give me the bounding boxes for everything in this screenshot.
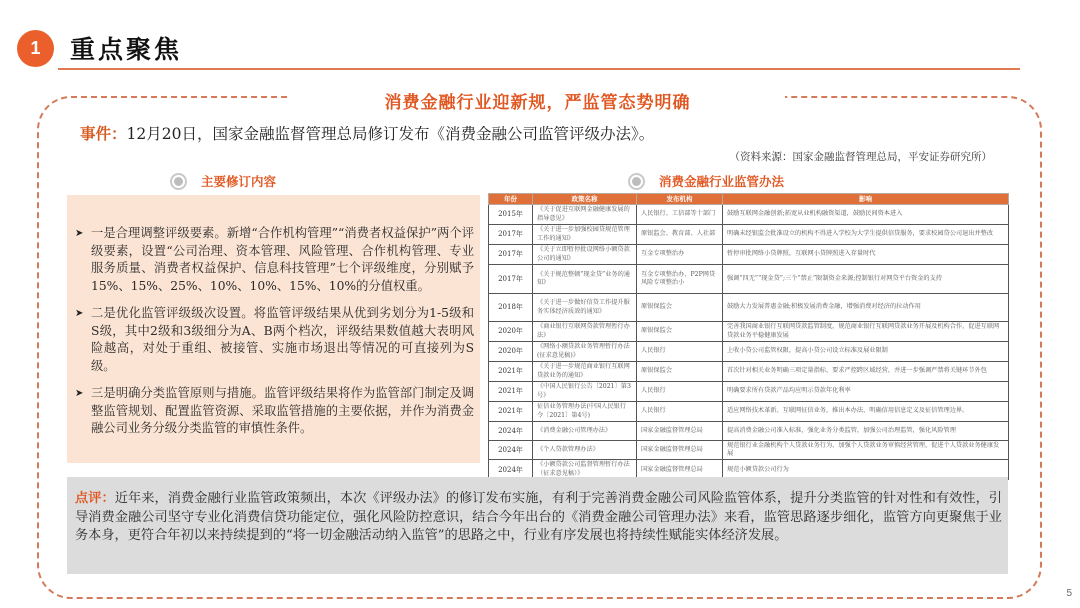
comment-panel	[67, 477, 1008, 574]
table-row	[489, 402, 1009, 422]
cell-impact: 提高消费金融公司准入标准，强化业务分类监管，加强公司治理监管，强化风险管理	[723, 422, 1009, 441]
cell-year: 2020年	[489, 322, 533, 342]
cell-policy: 《关于进一步做好信贷工作提升服务实体经济质效的通知》	[533, 294, 637, 322]
table-row	[489, 265, 1009, 294]
radio-bullet-icon	[170, 173, 187, 190]
source-note: （资料来源：国家金融监督管理总局，平安证券研究所）	[729, 151, 992, 163]
cell-year: 2021年	[489, 402, 533, 422]
cell-issuer: 国家金融监督管理总局	[637, 441, 723, 460]
arrow-bullet-icon: ➤	[75, 308, 84, 319]
table-row	[489, 362, 1009, 382]
cell-impact: 规范银行业金融机构个人贷款业务行为，加强个人贷款业务审慎经营管理，促进个人贷款业务健康发展	[723, 441, 1009, 460]
page-number: 5	[1066, 588, 1072, 599]
cell-impact: 强调“四无”“现金贷”;三个“禁止”限制资金来源;控制银行对网贷平台资金的支持	[723, 265, 1009, 294]
cell-policy: 《个人贷款管理办法》	[533, 441, 637, 460]
cell-impact: 明确要求所有贷款产品均应明示贷款年化利率	[723, 382, 1009, 402]
regulations-table	[488, 193, 1009, 480]
cell-year: 2020年	[489, 342, 533, 362]
frame-title: 消费金融行业迎新规，严监管态势明确	[384, 93, 691, 113]
cell-impact: 暂停审批网络小贷牌照，互联网小贷牌照进入存量时代	[723, 245, 1009, 265]
table-header-row	[489, 194, 1009, 205]
event-line	[80, 122, 654, 144]
cell-issuer: 人民银行	[637, 342, 723, 362]
cell-impact: 首次针对相关业务明确三项定量指标，要求严控跨区域经营，并进一步强调严禁将关键环节外包	[723, 362, 1009, 382]
revision-text: 三是明确分类监管原则与措施。监管评级结果将作为监管部门制定及调整监管规划、配置监管资源、采取监管措施的主要依据，并作为消费金融公司业务分级分类监管的审慎性条件。	[91, 386, 474, 435]
table-row	[489, 225, 1009, 245]
revision-text: 一是合理调整评级要素。新增“合作机构管理”“消费者权益保护”两个评级要素，设置“公司治理、资本管理、风险管理、合作机构管理、专业服务质量、消费者权益保护、信息科技管理”七个评级维度，分别赋予15%、15%、25%、10%、10%、15%、10%的分值权重。	[91, 226, 474, 293]
cell-year: 2018年	[489, 294, 533, 322]
arrow-bullet-icon: ➤	[75, 388, 84, 399]
cell-policy: 《关于进一步加强校园贷规范管理工作的通知》	[533, 225, 637, 245]
cell-year: 2017年	[489, 245, 533, 265]
cell-issuer: 国家金融监督管理总局	[637, 460, 723, 479]
regulations-heading	[628, 172, 784, 190]
cell-issuer: 国家金融监督管理总局	[637, 422, 723, 441]
cell-impact: 明确未经银监会批准设立的机构不得进入学校为大学生提供信贷服务，要求校园贷公司退出并整改	[723, 225, 1009, 245]
regulations-heading-label: 消费金融行业监管办法	[659, 174, 785, 189]
revision-bullet	[75, 305, 474, 375]
cell-issuer: 互金专项整治办、P2P网贷风险专项整治小	[637, 265, 723, 294]
table-row	[489, 441, 1009, 460]
event-label: 事件：	[80, 124, 127, 143]
cell-policy: 征信业务管理办法(中国人民银行令〔2021〕第4号)	[533, 402, 637, 422]
cell-year: 2017年	[489, 265, 533, 294]
cell-year: 2021年	[489, 362, 533, 382]
cell-policy: 《网络小额贷款业务管理暂行办法(征求意见稿)》	[533, 342, 637, 362]
table-row	[489, 245, 1009, 265]
cell-issuer: 原银保监会	[637, 362, 723, 382]
radio-bullet-icon	[628, 173, 645, 190]
comment-label: 点评：	[75, 491, 115, 506]
table-row	[489, 422, 1009, 441]
cell-policy: 《消费金融公司管理办法》	[533, 422, 637, 441]
cell-year: 2021年	[489, 382, 533, 402]
cell-impact: 鼓励大力发展普惠金融;积极发展消费金融，增强消费对经济的拉动作用	[723, 294, 1009, 322]
cell-impact: 鼓励互联网金融创新;拓宽从业机构融资渠道，鼓励民间资本进入	[723, 205, 1009, 225]
cell-policy: 《关于促进互联网金融健康发展的指导意见》	[533, 205, 637, 225]
revision-bullet	[75, 225, 474, 295]
table-row	[489, 205, 1009, 225]
section-number-badge: 1	[17, 30, 54, 67]
cell-policy: 《商业银行互联网贷款管理暂行办法》	[533, 322, 637, 342]
arrow-bullet-icon: ➤	[75, 228, 84, 239]
section-title: 重点聚焦	[70, 35, 183, 64]
cell-policy: 《中国人民银行公告〔2021〕第3号》	[533, 382, 637, 402]
cell-year: 2024年	[489, 460, 533, 479]
cell-issuer: 原银保监会	[637, 322, 723, 342]
cell-year: 2024年	[489, 422, 533, 441]
table-row	[489, 294, 1009, 322]
table-row	[489, 322, 1009, 342]
cell-issuer: 人民银行	[637, 382, 723, 402]
cell-impact: 规范小额贷款公司行为	[723, 460, 1009, 479]
revisions-heading-label: 主要修订内容	[201, 174, 277, 189]
cell-issuer: 原银监会、教育部、人社部	[637, 225, 723, 245]
cell-issuer: 原银保监会	[637, 294, 723, 322]
cell-policy: 《关于进一步规范商业银行互联网贷款业务的通知》	[533, 362, 637, 382]
cell-issuer: 人民银行	[637, 402, 723, 422]
column-header-issuer: 发布机构	[637, 194, 723, 205]
comment-text: 近年来，消费金融行业监管政策频出，本次《评级办法》的修订发布实施，有利于完善消费金融公司风险监管体系，提升分类监管的针对性和有效性，引导消费金融公司坚守专业化消费信贷功能定位，强化风险防控意识，结合今年出台的《消费金融公司管理办法》来看，监管思路逐步细化，监管方向更聚焦于业务本身，更符合年初以来持续提到的“将一切金融活动纳入监管”的思路之中，行业有序发展也将持续性赋能实体经济发展。	[75, 491, 1002, 543]
cell-impact: 完善我国商业银行互联网贷款监管制度，规范商业银行互联网贷款业务开展及机构合作，促进互联网贷款业务平稳健康发展	[723, 322, 1009, 342]
cell-impact: 适应网络技术革新、互联网征信业务，推出本办法，明确信用信息定义及征信管理边界。	[723, 402, 1009, 422]
cell-policy: 《关于立即暂停批设网络小额贷款公司的通知》	[533, 245, 637, 265]
table-row	[489, 382, 1009, 402]
cell-issuer: 人民银行、工信部等十部门	[637, 205, 723, 225]
revision-text: 二是优化监管评级级次设置。将监管评级结果从优到劣划分为1-5级和S级，其中2级和3级细分为A、B两个档次，评级结果数值越大表明风险越高，对处于重组、被接管、实施市场退出等情况的可直接列为S级。	[91, 306, 474, 373]
column-header-policy: 政策名称	[533, 194, 637, 205]
event-text: 12月20日，国家金融监督管理总局修订发布《消费金融公司监管评级办法》。	[126, 125, 655, 143]
cell-policy: 《小额贷款公司监督管理暂行办法（征求意见稿）》	[533, 460, 637, 479]
revisions-panel	[67, 195, 480, 463]
revision-bullet	[75, 385, 474, 438]
cell-issuer: 互金专项整治办	[637, 245, 723, 265]
cell-year: 2017年	[489, 225, 533, 245]
column-header-impact: 影响	[723, 194, 1009, 205]
cell-year: 2024年	[489, 441, 533, 460]
revisions-heading	[170, 172, 276, 190]
cell-policy: 《关于规范整顿“现金贷”业务的通知》	[533, 265, 637, 294]
table-row	[489, 342, 1009, 362]
header-divider	[58, 68, 1020, 70]
cell-impact: 上收小贷公司监管权限，提高小贷公司设立标准及展业限制	[723, 342, 1009, 362]
column-header-year: 年份	[489, 194, 533, 205]
cell-year: 2015年	[489, 205, 533, 225]
